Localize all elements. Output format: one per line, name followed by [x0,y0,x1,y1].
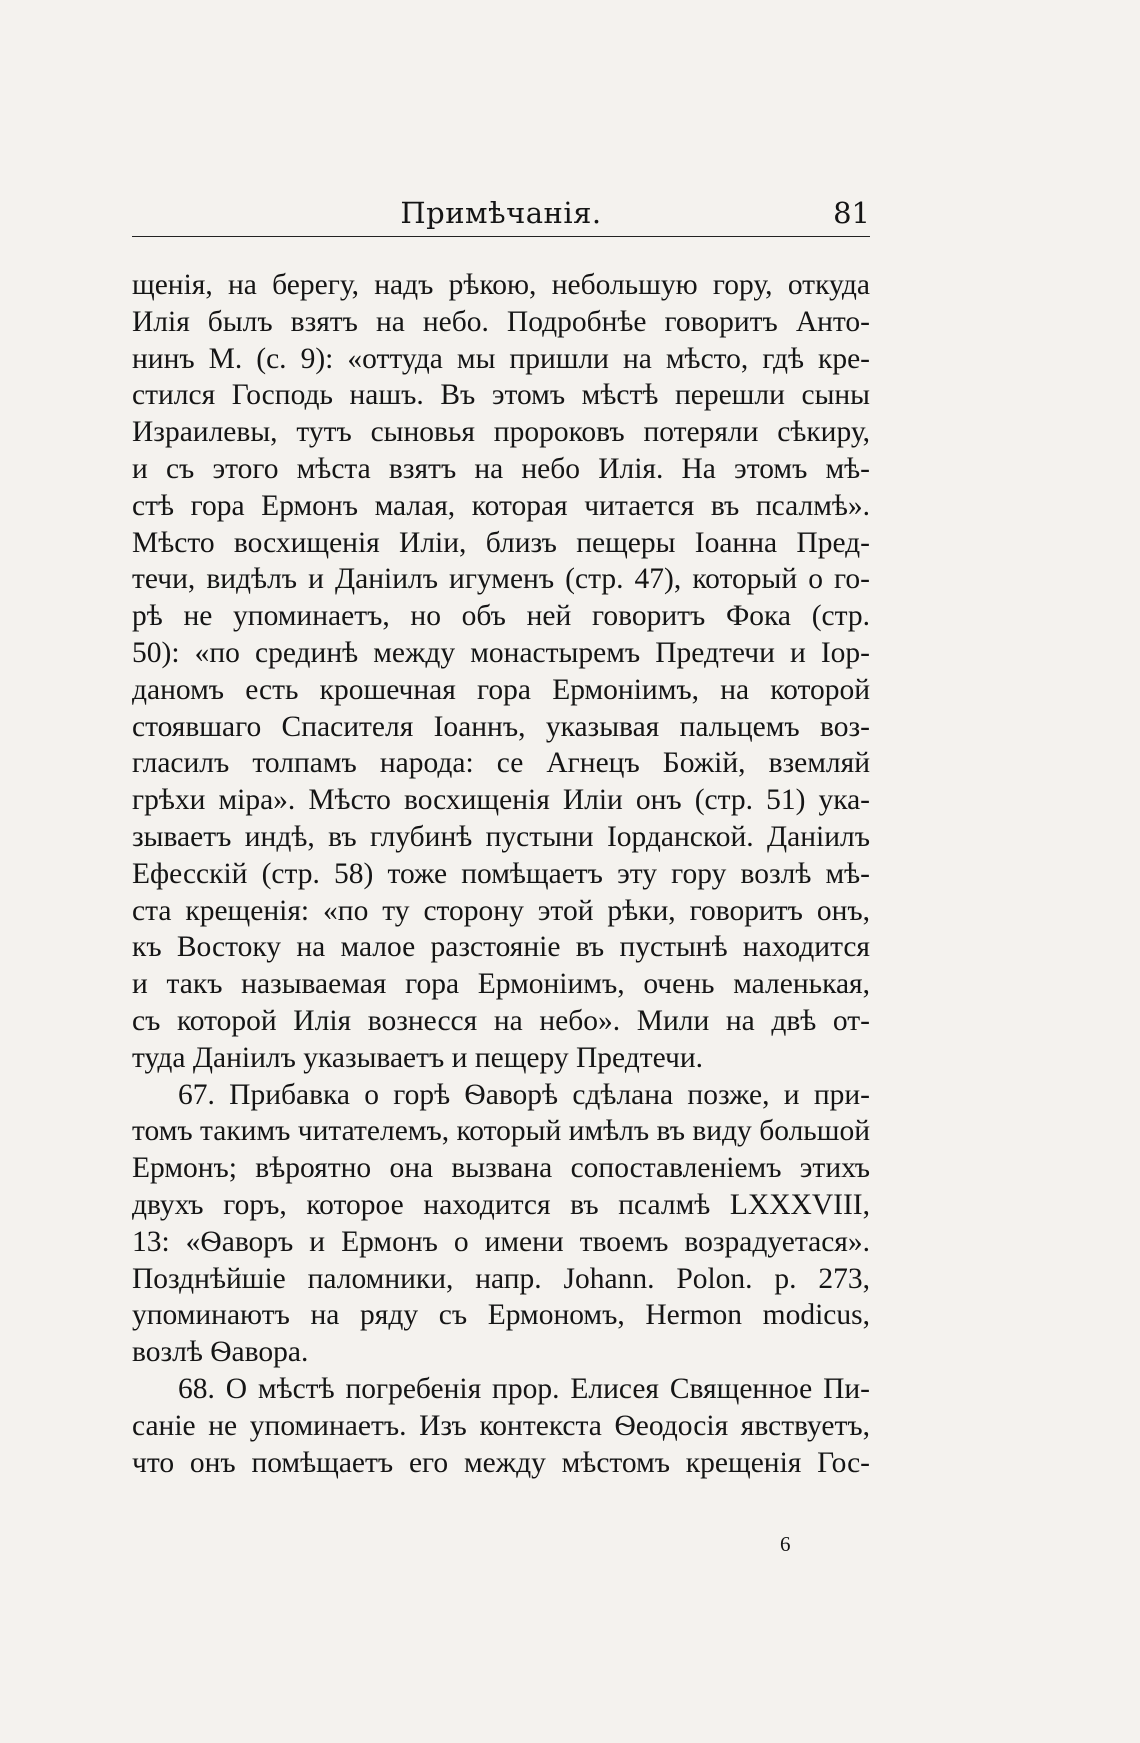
running-header [132,196,870,234]
text-line: къ Востоку на малое разстояніе въ пустынѣ находится [132,931,870,964]
page-number: 81 [833,196,870,230]
text-line: Ермонъ; вѣроятно она вызвана сопоставленіемъ этихъ [132,1152,870,1185]
text-line: ста крещенія: «по ту сторону этой рѣки, говоритъ онъ, [132,894,870,927]
text-line: туда Даніилъ указываетъ и пещеру Предтечи. [132,1041,704,1074]
text-line: Ефесскій (стр. 58) тоже помѣщаетъ эту гору возлѣ мѣ- [132,857,870,890]
text-line: нинъ М. (с. 9): «оттуда мы пришли на мѣсто, гдѣ кре- [132,342,870,375]
text-line: стѣ гора Ермонъ малая, которая читается въ псалмѣ». [132,489,870,522]
text-line: гласилъ толпамъ народа: се Агнецъ Божій, вземляй [132,747,870,780]
text-line: даномъ есть крошечная гора Ермоніимъ, на которой [132,673,870,706]
text-line: Позднѣйшіе паломники, напр. Johann. Polon. p. 273, [132,1262,870,1295]
body-text [132,267,870,1481]
running-title: Примѣчанія. [400,196,602,230]
header-rule [132,236,870,237]
text-line: стоявшаго Спасителя Іоаннъ, указывая пальцемъ воз- [132,710,870,743]
text-line: возлѣ Ѳавора. [132,1336,309,1369]
text-line: течи, видѣлъ и Даніилъ игуменъ (стр. 47), который о го- [132,563,870,596]
text-line: саніе не упоминаетъ. Изъ контекста Ѳеодосія явствуетъ, [132,1409,870,1442]
text-line: рѣ не упоминаетъ, но объ ней говоритъ Фока (стр. [132,600,870,633]
page [132,196,870,1556]
text-line: Илія былъ взятъ на небо. Подробнѣе говоритъ Анто- [132,305,870,338]
text-line: стился Господь нашъ. Въ этомъ мѣстѣ перешли сыны [132,379,870,412]
text-line: и такъ называемая гора Ермоніимъ, очень маленькая, [132,968,870,1001]
text-line: двухъ горъ, которое находится въ псалмѣ LXXXVIII, [132,1188,870,1221]
text-line: 50): «по срединѣ между монастыремъ Предтечи и Іор- [132,636,870,669]
text-line: и съ этого мѣста взятъ на небо Илія. На этомъ мѣ- [132,452,870,485]
text-line: щенія, на берегу, надъ рѣкою, небольшую гору, откуда [132,269,870,301]
text-line: 68. О мѣстѣ погребенія прор. Елисея Священное Пи- [178,1372,870,1405]
text-line: съ которой Илія вознесся на небо». Мили на двѣ от- [132,1004,870,1037]
text-line: томъ такимъ читателемъ, который имѣлъ въ виду большой [132,1115,870,1148]
text-line: Мѣсто восхищенія Иліи, близъ пещеры Іоанна Пред- [132,526,870,559]
text-line: грѣхи міра». Мѣсто восхищенія Иліи онъ (стр. 51) ука- [132,784,870,817]
text-line: что онъ помѣщаетъ его между мѣстомъ крещенія Гос- [132,1446,870,1479]
text-line: 13: «Ѳаворъ и Ермонъ о имени твоемъ возрадуетася». [132,1225,870,1258]
text-line: 67. Прибавка о горѣ Ѳаворѣ сдѣлана позже, и при- [178,1078,870,1111]
text-line: зываетъ индѣ, въ глубинѣ пустыни Іорданской. Даніилъ [132,820,870,853]
text-line: упоминаютъ на ряду съ Ермономъ, Hermon modicus, [132,1299,870,1332]
signature-mark: 6 [780,1532,791,1556]
text-line: Израилевы, тутъ сыновья пророковъ потеряли сѣкиру, [132,416,870,449]
